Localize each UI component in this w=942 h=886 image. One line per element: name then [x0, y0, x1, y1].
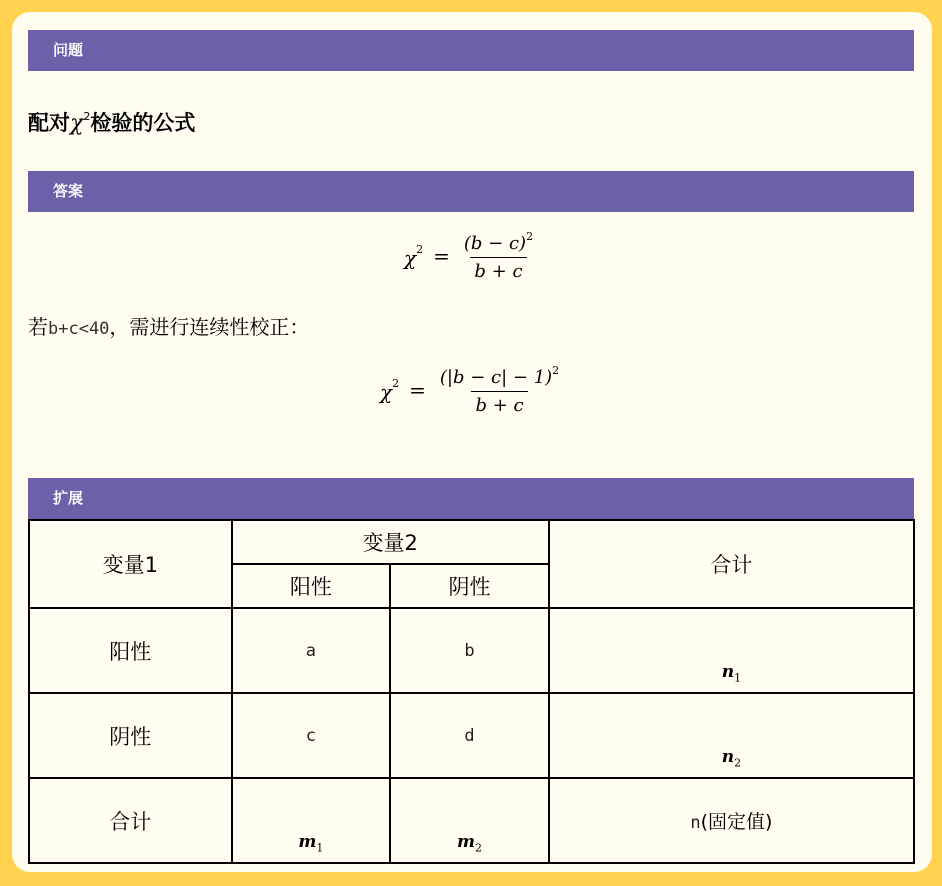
cell-n2: $n_2$ [549, 693, 914, 778]
row-label-positive: 阳性 [29, 608, 232, 693]
flashcard [12, 12, 932, 872]
header-var1: 变量1 [29, 520, 232, 608]
formula1-denominator: b + c [470, 257, 526, 282]
header-var2: 变量2 [232, 520, 549, 564]
question-suffix: 检验的公式 [90, 111, 196, 135]
header-negative: 阴性 [390, 564, 549, 608]
formula1-fraction [460, 230, 537, 282]
cell-a: a [232, 608, 391, 693]
answer-header: 答案 [28, 171, 914, 212]
cell-c: c [232, 693, 391, 778]
condition-code: b+c<40 [48, 319, 110, 339]
header-total: 合计 [549, 520, 914, 608]
corrected-formula [380, 364, 563, 416]
cell-m2: $m_2$ [390, 778, 549, 863]
formula2-lhs: $\chi^2$ [380, 376, 400, 404]
row-label-negative: 阴性 [29, 693, 232, 778]
cell-n-total: n(固定值) [549, 778, 914, 863]
row-label-total: 合计 [29, 778, 232, 863]
formula2-equals: = [409, 378, 426, 402]
contingency-table [28, 519, 915, 864]
correction-condition: 若b+c<40，需进行连续性校正： [28, 315, 310, 339]
formula1-numerator: $(b - c)^2$ [463, 230, 534, 254]
question-text [28, 107, 195, 137]
cell-n1: $n_1$ [549, 608, 914, 693]
cell-d: d [390, 693, 549, 778]
chi-exponent: 2 [83, 110, 91, 123]
question-prefix: 配对 [28, 111, 70, 135]
question-header: 问题 [28, 30, 914, 71]
cell-m1: $m_1$ [232, 778, 391, 863]
formula2-denominator: b + c [471, 391, 527, 416]
chi-symbol: χ [70, 111, 84, 136]
formula2-numerator: $(|b - c| - 1)^2$ [439, 364, 560, 388]
formula1-equals: = [433, 244, 450, 268]
extension-header: 扩展 [28, 478, 914, 519]
chi-square-formula [404, 230, 537, 282]
cell-b: b [390, 608, 549, 693]
formula1-lhs: $\chi^2$ [404, 242, 424, 270]
header-positive: 阳性 [232, 564, 391, 608]
formula2-fraction [436, 364, 563, 416]
